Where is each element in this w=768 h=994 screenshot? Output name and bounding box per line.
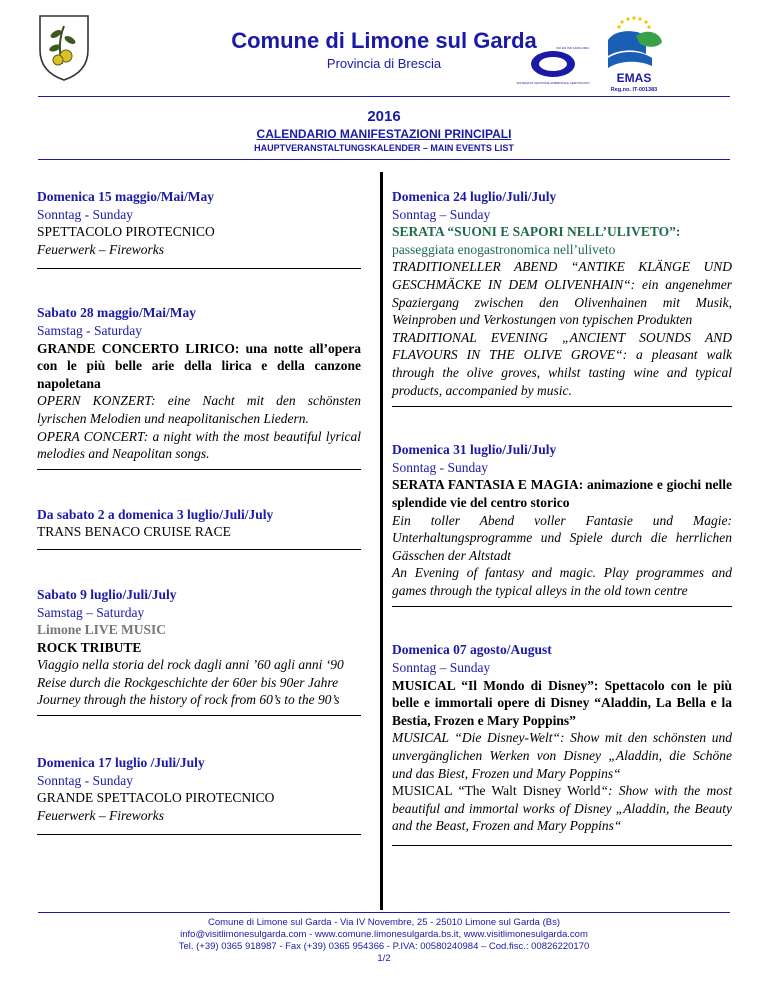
event-title: SPETTACOLO PIROTECNICO — [37, 224, 215, 240]
events-right-column — [392, 188, 732, 846]
event-translation-en-rest: “: Show with the most beautiful and immortal works of Disney „Aladdin, the Beauty and the Beast, Frozen and Mary Poppins“ — [392, 783, 733, 834]
event-weekday: Sonntag – Sunday — [392, 660, 491, 676]
event-title: MUSICAL “Il Mondo di Disney”: Spettacolo con le più belle e immortali opere di Disney “Aladdin, La Bella e la Bestia, Frozen e Mary Poppins” — [392, 677, 732, 728]
event-date: Domenica 07 agosto/August — [392, 642, 552, 658]
event-weekday: Sonntag - Sunday — [392, 459, 488, 475]
event-item — [37, 506, 361, 541]
emas-registration: Reg.no. IT-001383 — [610, 87, 658, 93]
event-separator — [37, 268, 361, 269]
event-translation-en-lead: MUSICAL “The Walt Disney World — [392, 783, 601, 799]
emas-logo — [600, 14, 668, 94]
cert-caption: SISTEMA DI GESTIONE AMBIENTALE CERTIFICATO — [516, 81, 590, 85]
event-translation-en: TRADITIONAL EVENING „ANCIENT SOUNDS AND FLAVOURS IN THE OLIVE GROVE“: a pleasant walk through the olive groves, whilst tasting wine and typical products, accompanied by music. — [392, 329, 732, 398]
event-title: GRANDE SPETTACOLO PIROTECNICO — [37, 790, 275, 806]
event-title: TRANS BENACO CRUISE RACE — [37, 524, 231, 540]
calendar-subtitle: HAUPTVERANSTALTUNGSKALENDER – MAIN EVENTS LIST — [254, 143, 514, 153]
heading-divider — [38, 159, 730, 160]
municipality-title: Comune di Limone sul Garda — [231, 28, 537, 53]
event-date: Domenica 31 luglio/Juli/July — [392, 442, 557, 458]
calendar-title: CALENDARIO MANIFESTAZIONI PRINCIPALI — [256, 127, 512, 141]
event-description-it: Viaggio nella storia del rock dagli anni ’60 agli anni ‘90 — [37, 657, 344, 673]
calendar-year: 2016 — [367, 108, 401, 125]
event-item — [37, 304, 361, 462]
event-translation: Feuerwerk – Fireworks — [37, 241, 164, 257]
event-translation-en: An Evening of fantasy and magic. Play programmes and games through the typical alleys in the old town centre — [392, 565, 732, 598]
event-date: Sabato 9 luglio/Juli/July — [37, 586, 177, 602]
event-separator — [37, 834, 361, 835]
column-divider — [380, 172, 383, 910]
event-separator — [392, 606, 732, 607]
event-translation: Feuerwerk – Fireworks — [37, 807, 164, 823]
event-item — [392, 188, 732, 399]
event-title: SERATA FANTASIA E MAGIA: animazione e giochi nelle splendide vie del centro storico — [392, 477, 732, 510]
event-weekday: Samstag - Saturday — [37, 322, 142, 338]
page-footer — [0, 917, 768, 965]
footer-contacts: info@visitlimonesulgarda.com - www.comune.limonesulgarda.bs.it, www.visitlimonesulgarda.com — [180, 929, 588, 940]
footer-address: Comune di Limone sul Garda - Via IV Novembre, 25 - 25010 Limone sul Garda (Bs) — [207, 917, 561, 928]
event-separator — [37, 469, 361, 470]
page-header — [0, 0, 768, 96]
event-weekday: Sonntag – Sunday — [392, 206, 491, 222]
event-translation-en — [392, 782, 732, 835]
event-date: Domenica 17 luglio /Juli/July — [37, 755, 205, 771]
event-subtitle: passeggiata enogastronomica nell’uliveto — [392, 241, 616, 257]
footer-divider — [38, 912, 730, 913]
event-date: Domenica 15 maggio/Mai/May — [37, 189, 214, 204]
event-title: SERATA “SUONI E SAPORI NELL’ULIVETO”: — [392, 224, 681, 240]
environmental-certification-logo — [516, 44, 590, 88]
event-item — [392, 641, 732, 835]
event-separator — [37, 715, 361, 716]
event-item — [392, 441, 732, 599]
cert-standard-text: UNI EN ISO 14001:2004 — [556, 46, 589, 50]
event-title: GRANDE CONCERTO LIRICO: una notte all’opera con le più belle arie della lirica e della canzone napoletana — [37, 340, 361, 391]
footer-phone-tax: Tel. (+39) 0365 918987 - Fax (+39) 0365 954366 - P.IVA: 00580240984 – Cod.fisc.: 00826220170 — [178, 941, 590, 952]
event-item — [37, 188, 361, 258]
event-separator — [392, 406, 732, 407]
event-weekday: Sonntag - Sunday — [37, 772, 133, 788]
province-subtitle: Provincia di Brescia — [326, 56, 442, 71]
event-translation-de: TRADITIONELLER ABEND “ANTIKE KLÄNGE UND GESCHMÄCKE IN DEM OLIVENHAIN“: ein angenehmer Spaziergang zwischen den Olivenhainen mit Musik, Weinproben und Verkostungen von typischen Produkten — [392, 259, 732, 328]
event-item — [37, 754, 361, 824]
event-weekday: Samstag – Saturday — [37, 604, 145, 620]
events-left-column — [37, 188, 361, 835]
page-number: 1/2 — [377, 953, 391, 964]
event-translation-de: OPERN KONZERT: eine Nacht mit den schönsten lyrischen Melodien und neapolitanischen Liedern. — [37, 393, 361, 426]
event-date: Sabato 28 maggio/Mai/May — [37, 305, 196, 321]
emas-label: EMAS — [616, 71, 652, 85]
event-translation-en: OPERA CONCERT: a night with the most beautiful lyrical melodies and Neapolitan songs. — [37, 428, 361, 462]
event-translation-de: Reise durch die Rockgeschichte der 60er bis 90er Jahre — [37, 674, 339, 690]
event-item — [37, 586, 361, 709]
event-date: Da sabato 2 a domenica 3 luglio/Juli/July — [37, 506, 274, 522]
event-date: Domenica 24 luglio/Juli/July — [392, 189, 557, 204]
event-translation-en: Journey through the history of rock from 60’s to the 90’s — [37, 692, 340, 708]
event-weekday: Sonntag - Sunday — [37, 206, 133, 222]
event-translation-de: Ein toller Abend voller Fantasie und Magie: Unterhaltungsprogramme und Spiele durch die herrlichen Gässchen der Altstadt — [392, 512, 732, 563]
event-separator — [37, 549, 361, 550]
event-series-tag: Limone LIVE MUSIC — [37, 622, 167, 638]
header-divider — [38, 96, 730, 97]
event-separator — [392, 845, 732, 846]
event-title: ROCK TRIBUTE — [37, 639, 142, 655]
event-translation-de: MUSICAL “Die Disney-Welt“: Show mit den schönsten und unvergänglichen Werken von Disney „Aladdin, die Schöne und das Biest, Frozen und Mary Poppins“ — [392, 730, 732, 781]
